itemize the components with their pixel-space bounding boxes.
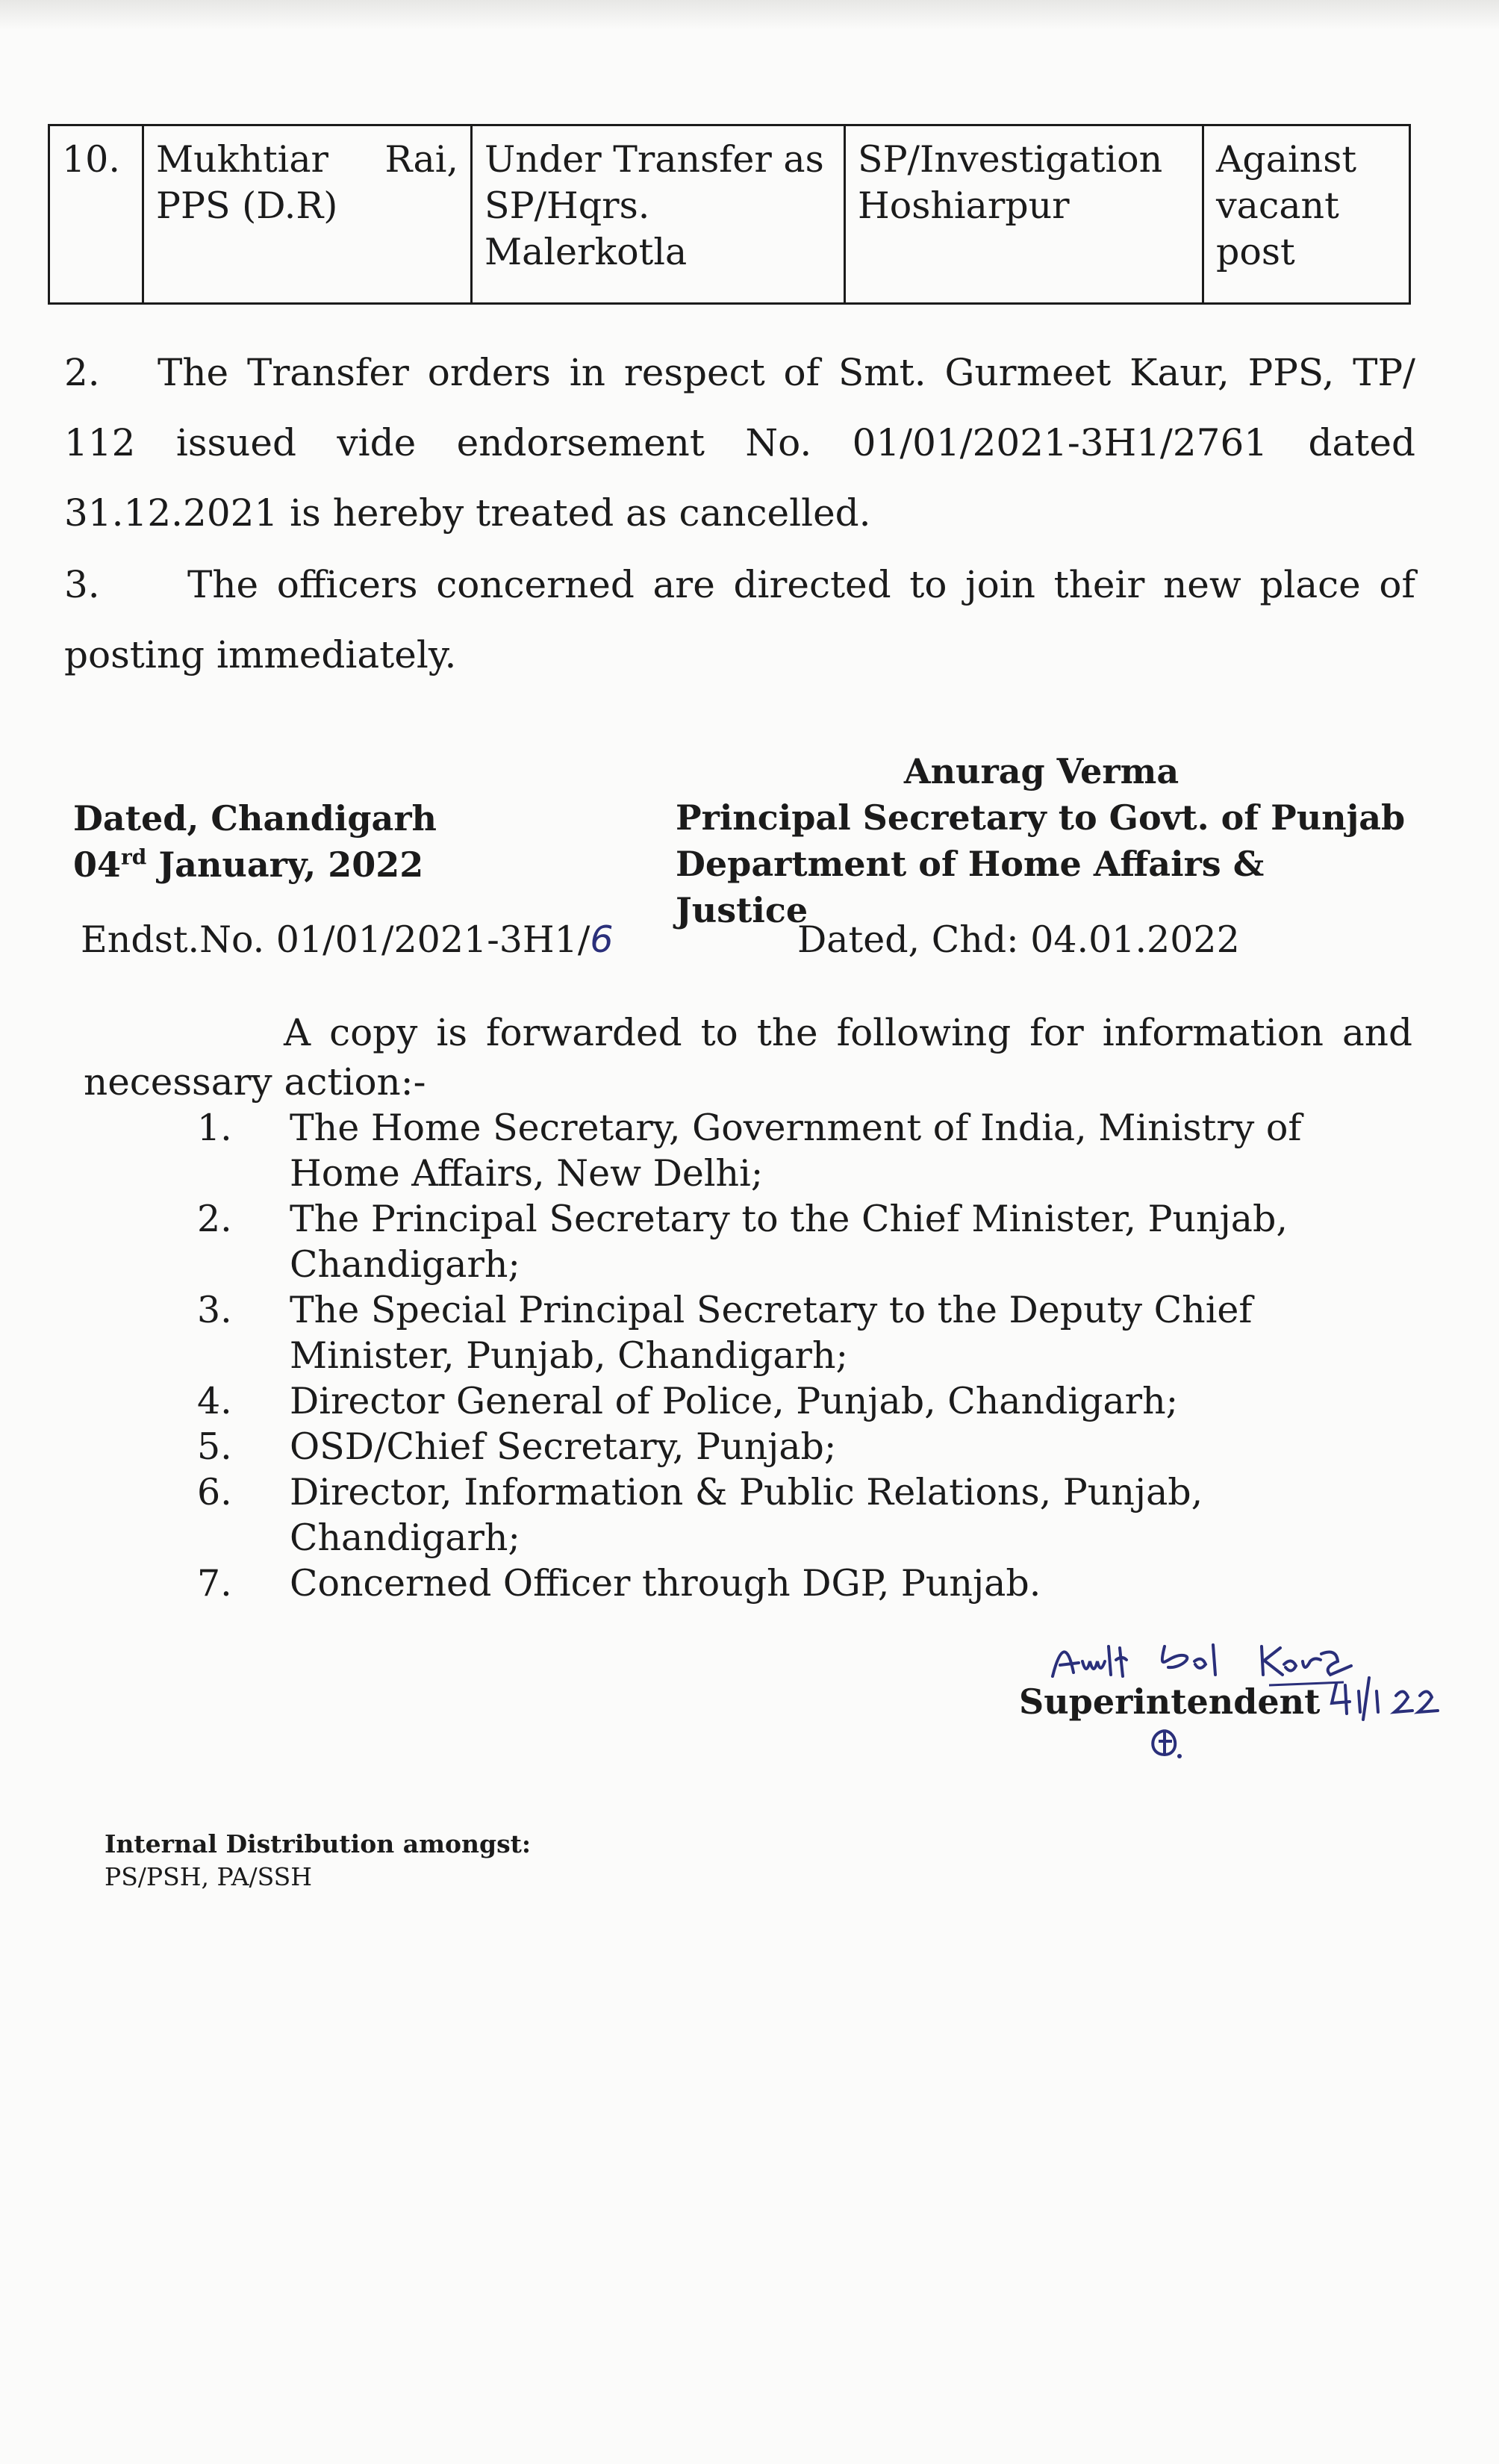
dated-place: Dated, Chandigarh	[73, 798, 437, 839]
list-number: 2.	[197, 1198, 232, 1240]
handwritten-endorsement-digit: 6	[590, 918, 614, 961]
cell-new-posting: SP/Investigation Hoshiarpur	[846, 126, 1204, 302]
officer-last-name: Rai,	[384, 138, 458, 181]
cell-serial: 10.	[50, 126, 144, 302]
dated-date	[73, 841, 437, 888]
copy-forward-intro: A copy is forwarded to the following for information and necessary action:-	[84, 1011, 1412, 1104]
paragraph-3	[64, 550, 1415, 690]
cell-present-posting: Under Transfer as SP/Hqrs. Malerkotla	[473, 126, 846, 302]
list-text: Concerned Officer through DGP, Punjab.	[290, 1562, 1041, 1605]
date-suffix: rd	[121, 844, 147, 870]
handwritten-date	[1329, 1676, 1459, 1721]
signatory-name: Anurag Verma	[903, 751, 1179, 791]
paragraph-number: 2.	[64, 351, 100, 394]
date-rest: January, 2022	[146, 844, 424, 885]
signatory-designation: Principal Secretary to Govt. of Punjab	[676, 797, 1406, 838]
cell-remarks: Against vacant post	[1216, 138, 1357, 273]
list-number: 5.	[197, 1425, 232, 1468]
list-number: 3.	[197, 1289, 232, 1331]
handwritten-initial	[1142, 1725, 1187, 1762]
cell-officer-name	[144, 126, 473, 302]
list-text: The Principal Secretary to the Chief Minister, Punjab, Chandigarh;	[290, 1198, 1288, 1286]
endorsement-number-text: Endst.No. 01/01/2021-3H1/	[81, 918, 590, 961]
officer-cadre: PPS (D.R)	[156, 184, 338, 227]
copy-recipients-list	[0, 1105, 1499, 1606]
list-number: 7.	[197, 1562, 232, 1605]
list-item	[0, 1287, 1499, 1378]
list-text: OSD/Chief Secretary, Punjab;	[290, 1425, 837, 1468]
internal-distribution	[105, 1828, 531, 1894]
endorsement-number	[81, 917, 614, 963]
list-item	[0, 1105, 1499, 1196]
endorsement-date: Dated, Chd: 04.01.2022	[797, 918, 1240, 961]
list-item	[0, 1196, 1499, 1287]
paragraph-text: The officers concerned are directed to join their new place of posting immediately.	[64, 563, 1415, 676]
paragraph-number: 3.	[64, 563, 100, 606]
list-number: 4.	[197, 1380, 232, 1422]
officer-first-name: Mukhtiar	[156, 138, 328, 181]
list-text: The Home Secretary, Government of India, Ministry of Home Affairs, New Delhi;	[290, 1107, 1302, 1195]
page-edge-shadow	[0, 0, 1499, 30]
list-item	[0, 1378, 1499, 1424]
list-text: The Special Principal Secretary to the Deputy Chief Minister, Punjab, Chandigarh;	[290, 1289, 1253, 1377]
list-text: Director, Information & Public Relations, Punjab, Chandigarh;	[290, 1471, 1203, 1559]
list-item	[0, 1469, 1499, 1561]
transfer-table-row	[48, 124, 1411, 305]
date-day: 04	[73, 844, 122, 885]
list-item	[0, 1424, 1499, 1469]
order-date-block	[73, 795, 437, 888]
superintendent-title: Superintendent	[1019, 1681, 1321, 1722]
internal-distribution-list: PS/PSH, PA/SSH	[105, 1862, 313, 1891]
list-number: 6.	[197, 1471, 232, 1513]
list-item	[0, 1561, 1499, 1606]
list-text: Director General of Police, Punjab, Chandigarh;	[290, 1380, 1179, 1422]
internal-distribution-heading: Internal Distribution amongst:	[105, 1829, 532, 1858]
paragraph-text: The Transfer orders in respect of Smt. Gurmeet Kaur, PPS, TP/ 112 issued vide endorsement No. 01/01/2021-3H1/2761 dated 31.12.2021 is hereby treated as cancelled.	[64, 351, 1415, 535]
signatory-block	[676, 748, 1407, 933]
paragraph-2	[64, 337, 1415, 548]
list-number: 1.	[197, 1107, 232, 1149]
signatory-department: Department of Home Affairs & Justice	[676, 844, 1265, 930]
